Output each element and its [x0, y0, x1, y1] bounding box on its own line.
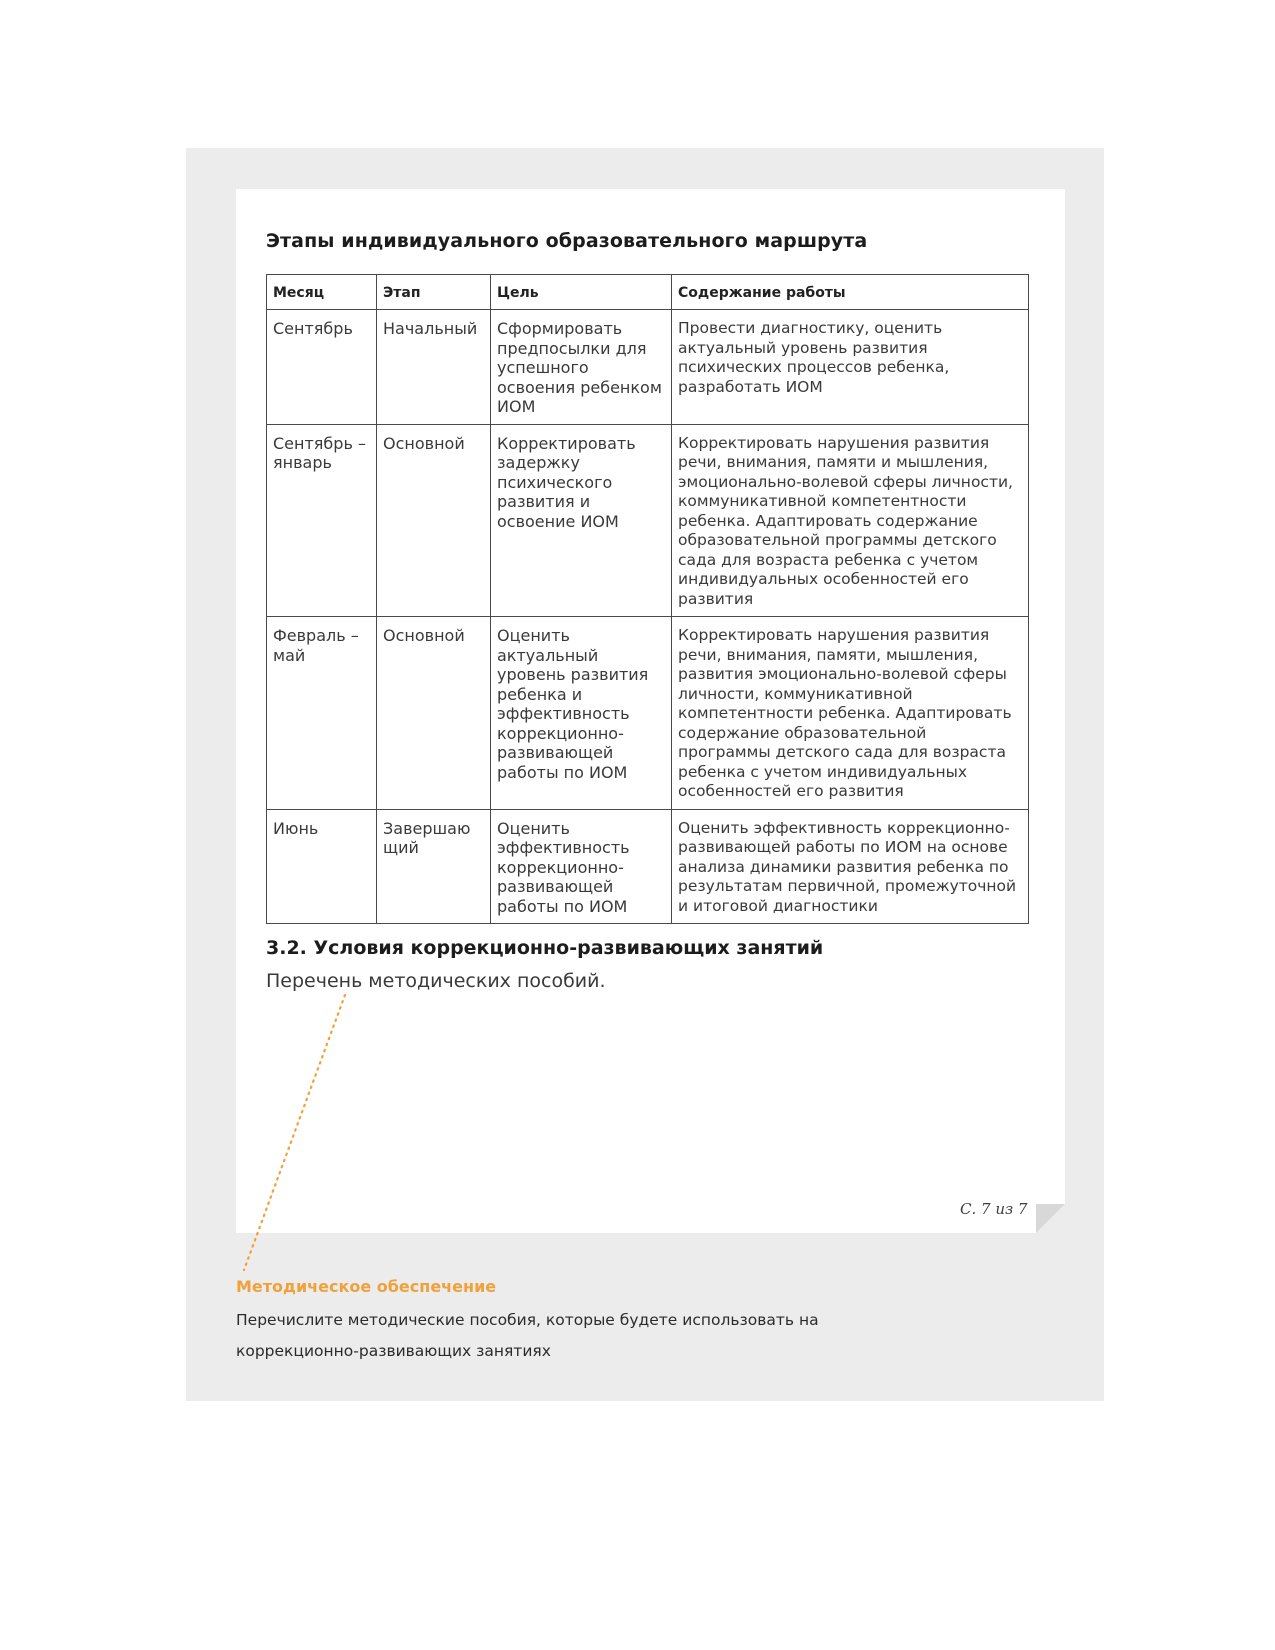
table-row: [267, 809, 1029, 924]
cell-stage: Основной: [377, 424, 491, 617]
header-content: Содержание работы: [672, 275, 1029, 310]
annotation-text: Перечислите методические пособия, которые будете использовать на коррекционно-развивающих занятиях: [236, 1311, 819, 1360]
cell-month: Сентябрь – январь: [267, 424, 377, 617]
table-row: [267, 310, 1029, 425]
cell-content: Оценить эффективность коррекционно-развивающей работы по ИОМ на основе анализа динамики развития ребенка по результатам первичной, промежуточной и итоговой диагностики: [672, 809, 1029, 924]
cell-stage: Завершающий: [377, 809, 491, 924]
cell-content: Корректировать нарушения развития речи, внимания, памяти, мышления, развития эмоционально-волевой сферы личности, коммуникативной компетентности ребенка. Адаптировать содержание образовательной программы детского сада для возраста ребенка с учетом индивидуальных особенностей его развития: [672, 617, 1029, 810]
cell-month: Февраль – май: [267, 617, 377, 810]
cell-stage: Основной: [377, 617, 491, 810]
cell-stage: Начальный: [377, 310, 491, 425]
table-row: [267, 424, 1029, 617]
cell-month: Сентябрь: [267, 310, 377, 425]
cell-content: Корректировать нарушения развития речи, внимания, памяти и мышления, эмоционально-волевой сферы личности, коммуникативной компетентности ребенка. Адаптировать содержание образовательной программы детского сада для возраста ребенка с учетом индивидуальных особенностей его развития: [672, 424, 1029, 617]
table-title: Этапы индивидуального образовательного маршрута: [266, 230, 868, 252]
annotation-title: Методическое обеспечение: [236, 1277, 497, 1296]
cell-month: Июнь: [267, 809, 377, 924]
cell-goal: Корректировать задержку психического развития и освоение ИОМ: [491, 424, 672, 617]
header-stage: Этап: [377, 275, 491, 310]
header-month: Месяц: [267, 275, 377, 310]
cell-goal: Оценить актуальный уровень развития ребенка и эффективность коррекционно-развивающей работы по ИОМ: [491, 617, 672, 810]
page-fold-corner: [1036, 1204, 1065, 1233]
cell-goal: Сформировать предпосылки для успешного освоения ребенком ИОМ: [491, 310, 672, 425]
route-stages-table: [266, 274, 1029, 924]
section-title: 3.2. Условия коррекционно-развивающих занятий: [266, 937, 824, 959]
header-goal: Цель: [491, 275, 672, 310]
page-number: С. 7 из 7: [960, 1200, 1028, 1218]
cell-goal: Оценить эффективность коррекционно-развивающей работы по ИОМ: [491, 809, 672, 924]
table-row: [267, 617, 1029, 810]
section-text: Перечень методических пособий.: [266, 970, 606, 992]
table-header-row: [267, 275, 1029, 310]
cell-content: Провести диагностику, оценить актуальный уровень развития психических процессов ребенка, разработать ИОМ: [672, 310, 1029, 425]
